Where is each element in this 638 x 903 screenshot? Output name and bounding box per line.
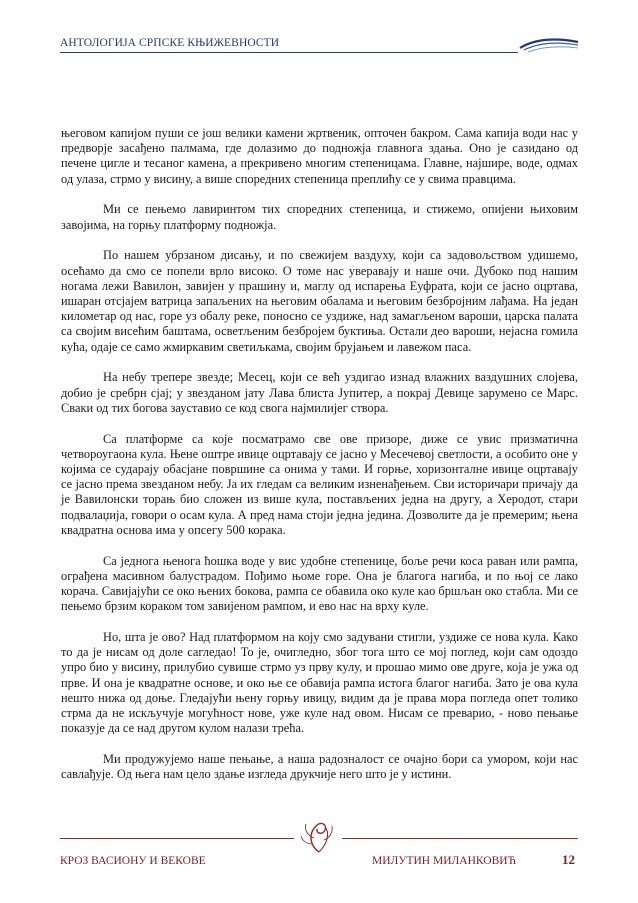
swoosh-ornament-icon	[518, 36, 580, 54]
footer-rule-left	[60, 838, 294, 839]
paragraph: Ми се пењемо лавиринтом тих споредних степеница, и стижемо, опијени њиховим завојима, на горњу платформу подножја.	[61, 202, 578, 232]
footer-rule-right	[342, 838, 578, 839]
author-name: МИЛУТИН МИЛАНКОВИЋ	[372, 855, 517, 867]
book-title: КРОЗ ВАСИОНУ И ВЕКОВЕ	[60, 855, 206, 867]
body-text	[61, 126, 578, 798]
paragraph: На небу трепере звезде; Месец, који се већ уздигао изнад влажних ваздушних слојева, добио је сребрн сјај; у звезданом јату Лава блиста Јупитер, а покрај Девице зарумено се Марс. Сваки од тих богова зауставио се код свога најмилијег створа.	[61, 370, 578, 415]
paragraph: његовом капијом пуши се још велики камени жртвеник, опточен бакром. Сама капија води нас у предворје засађено палмама, где долазимо до подножја главнога здања. Оно је сазидано од печене цигле и тесаног камена, а прекривено многим степеницама. Главне, најшире, воде, одмах од улаза, стрмо у висину, а више споредних степеница преплићу се у свима правцима.	[61, 126, 578, 186]
paragraph: Но, шта је ово? Над платформом на коју смо задувани стигли, уздиже се нова кула. Како то да је нисам од доле сагледао! То је, очигледно, због тога што се мој поглед, који сам одоздо упро био у висину, прилубио сувише стрмо уз прву кулу, и прошао мимо ове друге, која је ужа од прве. И она је квадратне основе, и око ње се обавија рампа истога благог нагиба. Зато је ова кула нешто нижа од доње. Гледајући њену горњу ивицу, видим да је права мора погледа опет толико стрма да не искључује могућност нове, уже куле над овом. Нисам се преварио, - ново пењање показује да се над другом кулом налази трећа.	[61, 630, 578, 736]
flourish-ornament-icon	[296, 812, 342, 858]
paragraph: Са једнога њенога ћошка воде у вис удобне степенице, боље речи коса раван или рампа, ограђена масивном балустрадом. Пођимо њоме горе. Она је благога нагиба, и по њој се лако корача. Савијајући се око њених бокова, рампа се обавила око куле као бршљан око стабла. Ми се пењемо брзим кораком том завијеном рампом, и ево нас на врху куле.	[61, 553, 578, 614]
anthology-title: АНТОЛОГИЈА СРПСКЕ КЊИЖЕВНОСТИ	[60, 37, 280, 49]
page-number: 12	[562, 852, 575, 867]
paragraph: Са платформе са које посматрамо све ове призоре, диже се увис призматична четвороугаона кула. Њене оштре ивице оцртавају се јасно у Месечевој светлости, а особито оне у којима се сударају обасјане површине са онима у тами. И горње, хоризонталне ивице оцртавају се јасно према звезданом небу. Ја их гледам са великим изненађењем. Сви историчари причају да је Вавилонски торањ био сложен из више кула, постављених једна на другу, а Херодот, стари подвалаџија, говори о осам кула. А пред нама стоји једна јединa. Дозволите да је премерим; њена квадратна основа има у опсегу 500 корака.	[61, 431, 578, 537]
paragraph: По нашем убрзаном дисању, и по свежијем ваздуху, који са задовољством удишемо, осећамо да смо се попели врло високо. О томе нас уверавају и наше очи. Дубоко под нашим ногама лежи Вавилон, завијен у прашину и, маглу од испарења Еуфрата, који се јасно оцртава, ишаран отсјајем ватрица запаљених на његовим обалама и његовим безбројним лађама. На један километар од нас, горе уз обалу реке, поносно се уздиже, над замагљеном вароши, царска палата са својим висећим баштама, осветљеним безбројем буктиња. Остали део вароши, нејасна гомила кућа, одаје се само жмиркавим светиљкама, својим брујањем и лавежом паса.	[61, 248, 578, 354]
paragraph: Ми продужујемо наше пењање, а наша радозналост се очајно бори са умором, који нас савлађује. Од њега нам цело здање изгледа друкчије него што је у истини.	[61, 752, 578, 782]
header-rule	[60, 52, 518, 53]
